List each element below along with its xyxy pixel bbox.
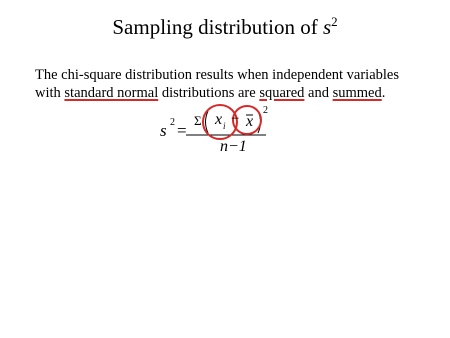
line2-and: and — [308, 85, 329, 101]
numerator-exponent: 2 — [263, 105, 268, 116]
variance-formula — [160, 106, 280, 166]
line2-mid: distributions are — [161, 85, 256, 101]
x-bar: x — [246, 113, 254, 130]
x-i: x — [215, 111, 223, 128]
term-summed: summed — [332, 85, 382, 101]
body-line-1: The chi-square distribution results when independent variables — [35, 67, 400, 83]
term-squared: squared — [259, 85, 305, 101]
subscript-i: i — [223, 121, 226, 131]
title-variable: s — [322, 15, 332, 39]
equals-sign: = — [177, 121, 187, 140]
line2-prefix: with — [35, 85, 61, 101]
minus-sign: − — [231, 111, 240, 127]
lhs-variable: s — [160, 121, 167, 140]
body-line-2 — [35, 84, 445, 102]
sigma-symbol: Σ — [194, 113, 202, 128]
line2-end: . — [381, 85, 386, 101]
denominator: n−1 — [220, 138, 247, 155]
lhs-exponent: 2 — [170, 117, 175, 128]
slide-title — [0, 14, 450, 43]
title-exponent: 2 — [331, 14, 338, 29]
term-standard-normal: standard normal — [64, 85, 159, 101]
slide-body-text — [35, 66, 445, 102]
title-text: Sampling distribution of — [112, 15, 318, 39]
